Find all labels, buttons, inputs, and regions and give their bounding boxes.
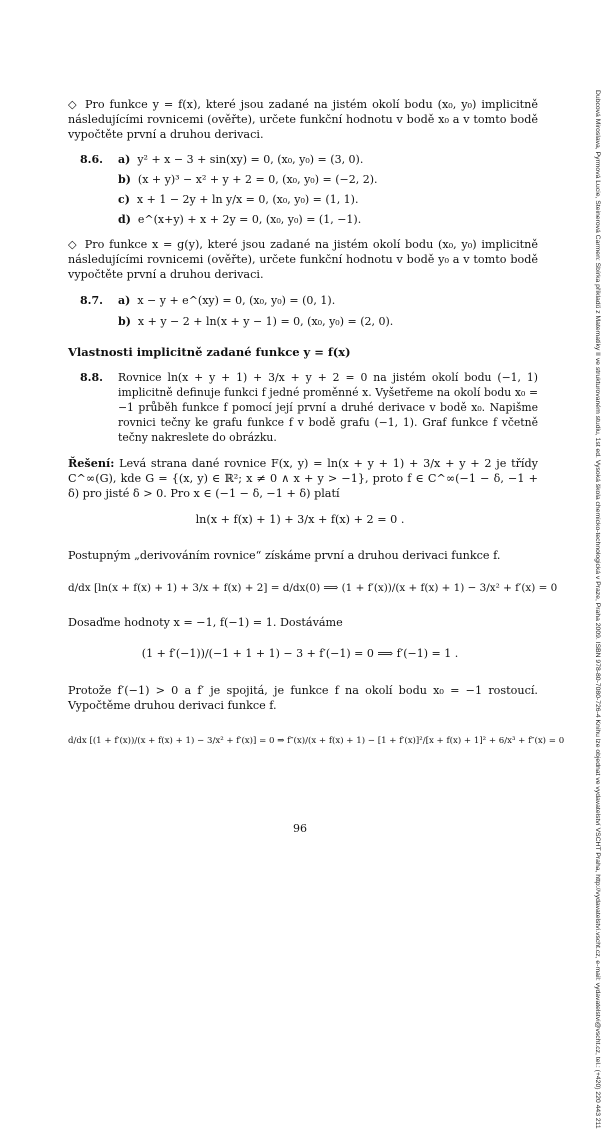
page-number: 96: [293, 822, 307, 835]
solution-paragraph: Řešení: Levá strana dané rovnice F(x, y) = ln(x + y + 1) + 3/x + y + 2 je třídy C^∞(G), kde G = {(x, y) ∈ ℝ²; x ≠ 0 ∧ x + y > −1}, proto f ∈ C^∞(−1 − δ, −1 + δ) pro jisté δ > 0. Pro x ∈ (−1 − δ, −1 + δ) platí: [68, 456, 538, 500]
problem-8-7-b: b) x + y − 2 + ln(x + y − 1) = 0, (x₀, y₀) = (2, 0).: [118, 315, 394, 328]
diamond-icon: ◇: [68, 238, 77, 251]
paragraph-derivation: Postupným „derivováním rovnice“ získáme první a druhou derivaci funkce f.: [68, 549, 501, 562]
problem-8-6-d: d) e^(x+y) + x + 2y = 0, (x₀, y₀) = (1, −1).: [118, 213, 362, 226]
problem-8-7-a: a) x − y + e^(xy) = 0, (x₀, y₀) = (0, 1).: [118, 294, 336, 307]
problem-8-6-a: a) y² + x − 3 + sin(xy) = 0, (x₀, y₀) = (3, 0).: [118, 153, 364, 166]
problem-8-6-b: b) (x + y)³ − x² + y + 2 = 0, (x₀, y₀) = (−2, 2).: [118, 173, 378, 186]
problem-8-6-c: c) x + 1 − 2y + ln y/x = 0, (x₀, y₀) = (1, 1).: [118, 193, 359, 206]
paragraph-increasing: Protože f′(−1) > 0 a f′ je spojitá, je funkce f na okolí bodu x₀ = −1 rostoucí. Vypočtěme druhou derivaci funkce f.: [68, 684, 538, 712]
problem-8-8-text: Rovnice ln(x + y + 1) + 3/x + y + 2 = 0 na jistém okolí bodu (−1, 1) implicitně definuje funkci f jedné proměnné x. Vyšetřeme na okolí bodu x₀ = −1 průběh funkce f pomocí její první a druhé derivace v bodě x₀. Napišme rovnici tečny ke grafu funkce f v bodě grafu (−1, 1). Graf funkce f včetně tečny nakreslete do obrázku.: [118, 371, 538, 444]
solution-label: Řešení:: [68, 456, 115, 470]
section-heading: Vlastnosti implicitně zadané funkce y = f(x): [68, 345, 351, 359]
problem-8-8-number: 8.8.: [80, 371, 103, 384]
equation-2: d/dx [ln(x + f(x) + 1) + 3/x + f(x) + 2] = d/dx(0) ⟹ (1 + f′(x))/(x + f(x) + 1) − 3/x² + f′(x) = 0: [68, 582, 558, 594]
equation-1: ln(x + f(x) + 1) + 3/x + f(x) + 2 = 0 .: [195, 513, 405, 526]
equation-4: d/dx [(1 + f′(x))/(x + f(x) + 1) − 3/x² + f′(x)] = 0 ⇒ f″(x)/(x + f(x) + 1) − [1 + f′(x)]²/[x + f(x) + 1]² + 6/x³ + f″(x) = 0: [68, 736, 565, 746]
problem-8-7-number: 8.7.: [80, 294, 103, 307]
citation-sidebar: [585, 90, 601, 1129]
equation-3: (1 + f′(−1))/(−1 + 1 + 1) − 3 + f′(−1) = 0 ⟹ f′(−1) = 1 .: [141, 647, 459, 660]
intro-paragraph-2: ◇ Pro funkce x = g(y), které jsou zadané na jistém okolí bodu (x₀, y₀) implicitně následujícími rovnicemi (ověřte), určete funkční hodnotu v bodě y₀ a v tomto bodě vypočtěte první a druhou derivaci.: [68, 238, 538, 281]
diamond-icon: ◇: [68, 98, 77, 111]
paragraph-substitution: Dosaďme hodnoty x = −1, f(−1) = 1. Dostáváme: [68, 616, 343, 629]
intro-paragraph-1: ◇ Pro funkce y = f(x), které jsou zadané na jistém okolí bodu (x₀, y₀) implicitně následujícími rovnicemi (ověřte), určete funkční hodnotu v bodě x₀ a v tomto bodě vypočtěte první a druhou derivaci.: [68, 98, 538, 141]
problem-8-6-number: 8.6.: [80, 153, 103, 166]
citation-text: Dubcová Miroslava, Pyrmová Lucie, Steinerová Carmen: Sbírka příkladů z Matematiky II ve strukturovaném studiu, 1st ed. Vysoká škola chemicko-technologická v Praze, Praha 2009. ISBN 978-80-7080-726-4 Knihu lze objednat ve vydavatelství VŠCHT Praha, http://vydavatelstvi.vscht.cz, e-mail: vydavatelstvi@vscht.cz, tel.: (+420) 220 443 211: [594, 90, 601, 1129]
